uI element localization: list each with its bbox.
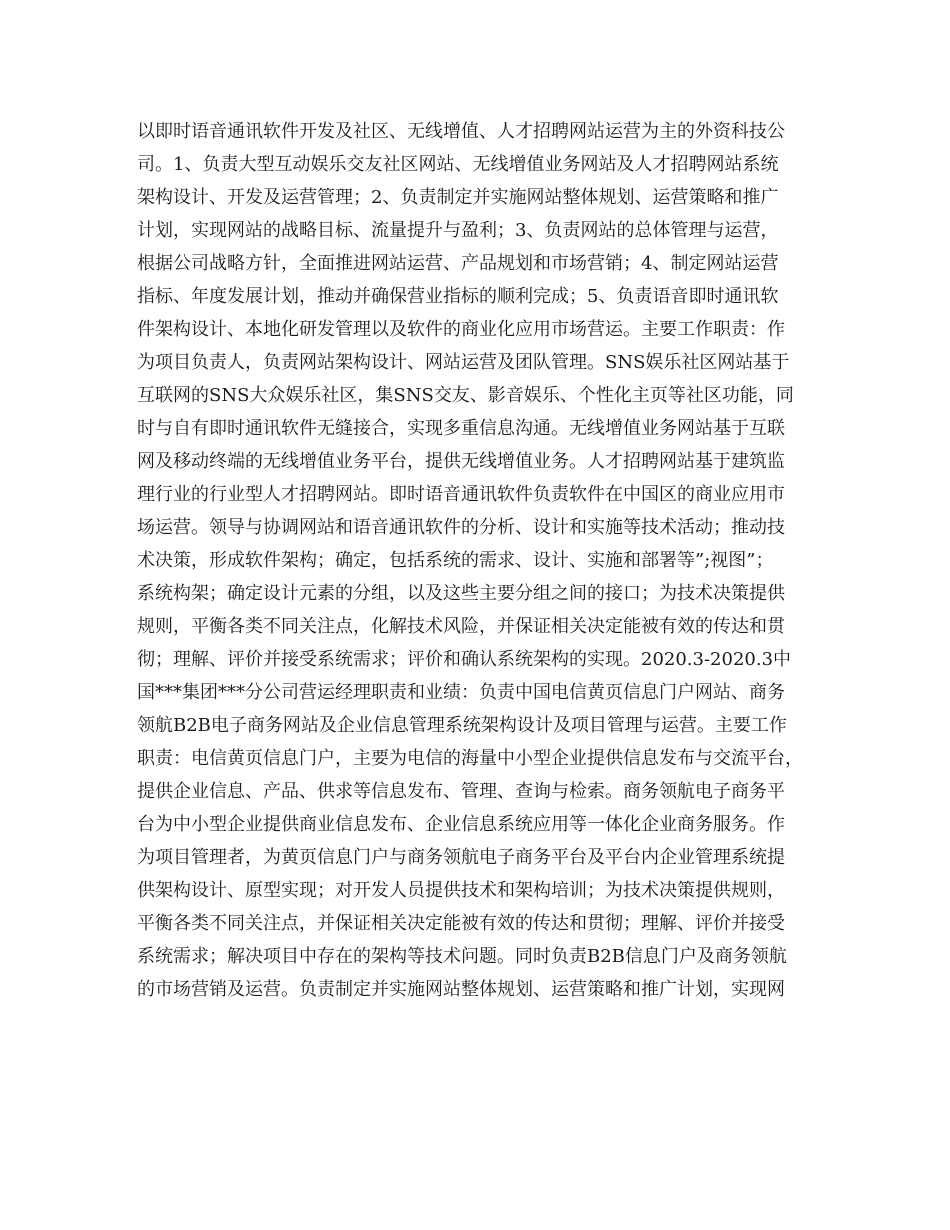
text-line: 规则，平衡各类不同关注点，化解技术风险，并保证相关决定能被有效的传达和贯 <box>137 616 785 637</box>
text-line: 平衡各类不同关注点，并保证相关决定能被有效的传达和贯彻；理解、评价并接受 <box>137 913 785 934</box>
text-line: 彻；理解、评价并接受系统需求；评价和确认系统架构的实现。2020.3-2020.3中 <box>137 649 792 670</box>
text-line: 计划，实现网站的战略目标、流量提升与盈利；3、负责网站的总体管理与运营， <box>137 220 779 241</box>
text-line: 为项目负责人，负责网站架构设计、网站运营及团队管理。SNS娱乐社区网站基于 <box>137 352 790 373</box>
text-line: 职责：电信黄页信息门户，主要为电信的海量中小型企业提供信息发布与交流平台， <box>137 748 803 769</box>
text-line: 的市场营销及运营。负责制定并实施网站整体规划、运营策略和推广计划，实现网 <box>137 979 785 1000</box>
text-line: 供架构设计、原型实现；对开发人员提供技术和架构培训；为技术决策提供规则， <box>137 880 785 901</box>
text-line: 提供企业信息、产品、供求等信息发布、管理、查询与检索。商务领航电子商务平 <box>137 781 785 802</box>
text-line: 场运营。领导与协调网站和语音通讯软件的分析、设计和实施等技术活动；推动技 <box>137 517 785 538</box>
text-line: 台为中小型企业提供商业信息发布、企业信息系统应用等一体化企业商务服务。作 <box>137 814 785 835</box>
text-line: 互联网的SNS大众娱乐社区，集SNS交友、影音娱乐、个性化主页等社区功能，同 <box>137 385 794 406</box>
text-line: 术决策，形成软件架构；确定，包括系统的需求、设计、实施和部署等”;视图”； <box>137 550 774 571</box>
text-line: 架构设计、开发及运营管理；2、负责制定并实施网站整体规划、运营策略和推广 <box>137 187 779 208</box>
text-line: 系统需求；解决项目中存在的架构等技术问题。同时负责B2B信息门户及商务领航 <box>137 946 787 967</box>
text-line: 国***集团***分公司营运经理职责和业绩：负责中国电信黄页信息门户网站、商务 <box>137 682 785 703</box>
text-line: 领航B2B电子商务网站及企业信息管理系统架构设计及项目管理与运营。主要工作 <box>137 715 787 736</box>
text-line: 时与自有即时通讯软件无缝接合，实现多重信息沟通。无线增值业务网站基于互联 <box>137 418 785 439</box>
body-paragraph <box>137 115 827 1006</box>
text-line: 指标、年度发展计划，推动并确保营业指标的顺利完成；5、负责语音即时通讯软 <box>137 286 779 307</box>
text-line: 为项目管理者，为黄页信息门户与商务领航电子商务平台及平台内企业管理系统提 <box>137 847 785 868</box>
text-line: 系统构架；确定设计元素的分组，以及这些主要分组之间的接口；为技术决策提供 <box>137 583 785 604</box>
text-line: 网及移动终端的无线增值业务平台，提供无线增值业务。人才招聘网站基于建筑监 <box>137 451 785 472</box>
text-line: 件架构设计、本地化研发管理以及软件的商业化应用市场营运。主要工作职责：作 <box>137 319 785 340</box>
text-line: 根据公司战略方针，全面推进网站运营、产品规划和市场营销；4、制定网站运营 <box>137 253 779 274</box>
text-line: 以即时语音通讯软件开发及社区、无线增值、人才招聘网站运营为主的外资科技公 <box>137 121 785 142</box>
text-line: 理行业的行业型人才招聘网站。即时语音通讯软件负责软件在中国区的商业应用市 <box>137 484 785 505</box>
text-line: 司。1、负责大型互动娱乐交友社区网站、无线增值业务网站及人才招聘网站系统 <box>137 154 779 175</box>
